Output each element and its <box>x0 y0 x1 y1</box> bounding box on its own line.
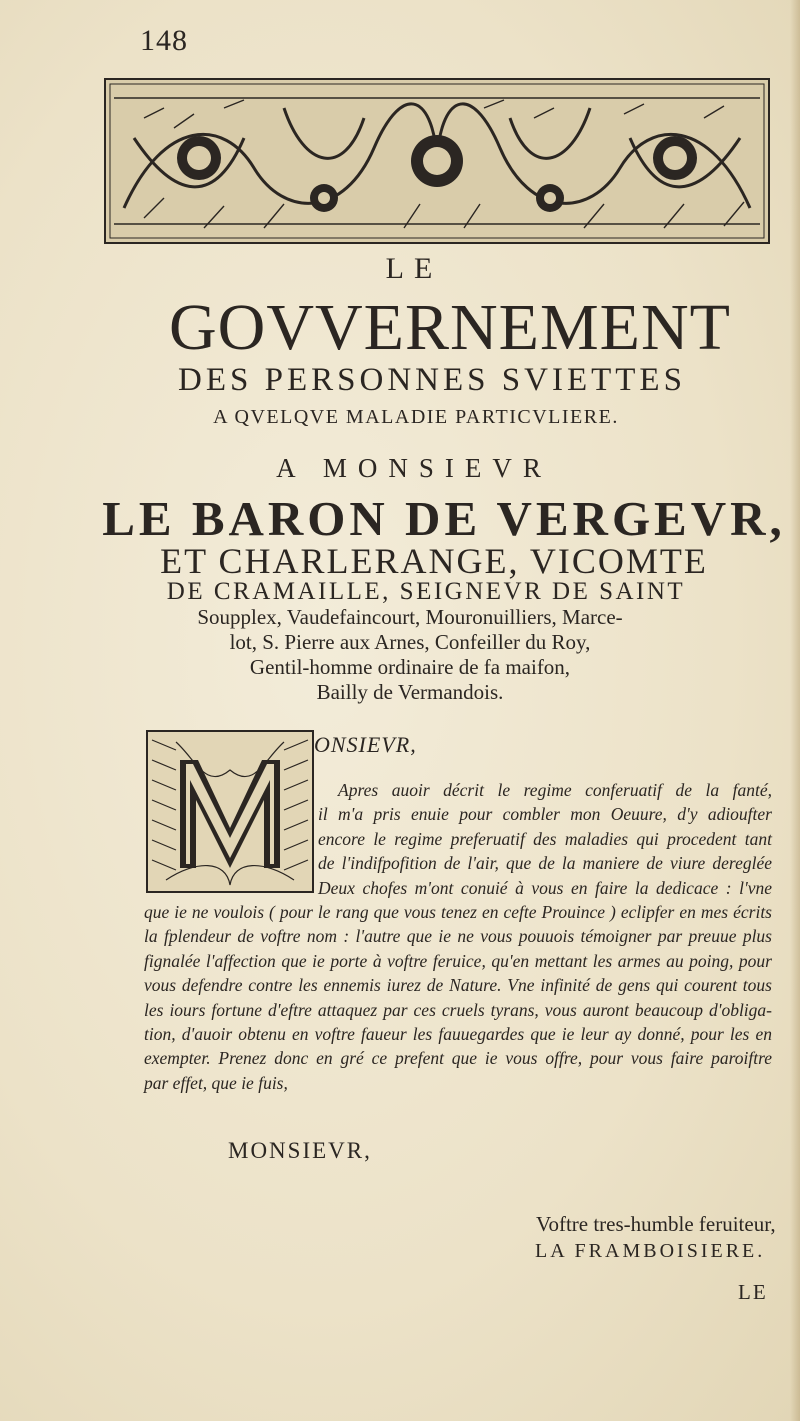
body-line: les iours fortune d'eftre attaquez par ces cruels tyrans, vous auront beaucoup d'obliga- <box>144 999 772 1020</box>
letter-body <box>144 778 772 1095</box>
dedicatee-title-4: lot, S. Pierre aux Arnes, Confeiller du Roy, <box>229 630 591 654</box>
body-line: Deux chofes m'ont conuié à vous en faire la dedicace : l'vne <box>318 877 772 898</box>
body-line: vous defendre contre les ennemis iurez de Nature. Vne infinité de gens qui courent tous <box>144 975 772 996</box>
body-line: fignalée l'affection que ie porte à voftre feruice, qu'en mettant les armes au poing, pour <box>144 950 772 971</box>
dedicatee-title-5: Gentil-homme ordinaire de fa maifon, <box>249 655 571 679</box>
catchword: LE <box>738 1280 768 1304</box>
page-number: 148 <box>140 24 188 57</box>
dedicatee-name: LE BARON DE VERGEVR, <box>102 491 786 546</box>
subtitle-line-1: DES PERSONNES SVIETTES <box>178 362 686 398</box>
dedicatee-title-1: ET CHARLERANGE, VICOMTE <box>160 541 708 581</box>
servant-line: Voftre tres-humble feruiteur, <box>536 1212 776 1236</box>
body-line: par effet, que ie fuis, <box>144 1072 288 1093</box>
body-line: il m'a pris enuie pour combler mon Oeuure, d'y adioufter <box>318 804 772 825</box>
dedicatee-title-2: DE CRAMAILLE, SEIGNEVR DE SAINT <box>166 578 686 605</box>
dedicatee-title-6: Bailly de Vermandois. <box>316 680 504 704</box>
body-line: exempter. Prenez donc en gré ce prefent que ie vous offre, pour vous faire paroiftre <box>144 1048 772 1069</box>
main-title: GOVVERNEMENT <box>169 291 731 364</box>
signature: LA FRAMBOISIERE. <box>535 1240 766 1262</box>
closing-salutation: MONSIEVR, <box>228 1138 372 1163</box>
page-edge <box>790 0 800 1421</box>
body-line: encore le regime preferuatif des maladies qui procedent tant <box>318 828 772 849</box>
body-line: Apres auoir décrit le regime conferuatif de la fanté, <box>338 780 772 800</box>
body-line: tion, d'auoir obtenu en voftre faueur les fauuegardes que ie leur ay donné, pour les en <box>144 1024 772 1045</box>
body-line: la fplendeur de voftre nom : l'autre que ie ne vous pouuois témoigner par preuue plus <box>144 926 772 947</box>
dedication-address: A MONSIEVR <box>276 453 552 483</box>
title-article: LE <box>385 252 443 285</box>
dedicatee-title-3: Soupplex, Vaudefaincourt, Mouronuilliers, Marce- <box>197 605 623 629</box>
body-line: que ie ne voulois ( pour le rang que vous tenez en cefte Prouince ) eclipfer en mes écrits <box>144 902 772 923</box>
salutation: ONSIEVR, <box>314 732 417 757</box>
subtitle-line-2: A QVELQVE MALADIE PARTICVLIERE. <box>213 406 619 428</box>
body-line: de l'indifpofition de l'air, que de la maniere de viure dereglée <box>318 853 772 874</box>
floral-ornament-icon <box>104 78 770 244</box>
